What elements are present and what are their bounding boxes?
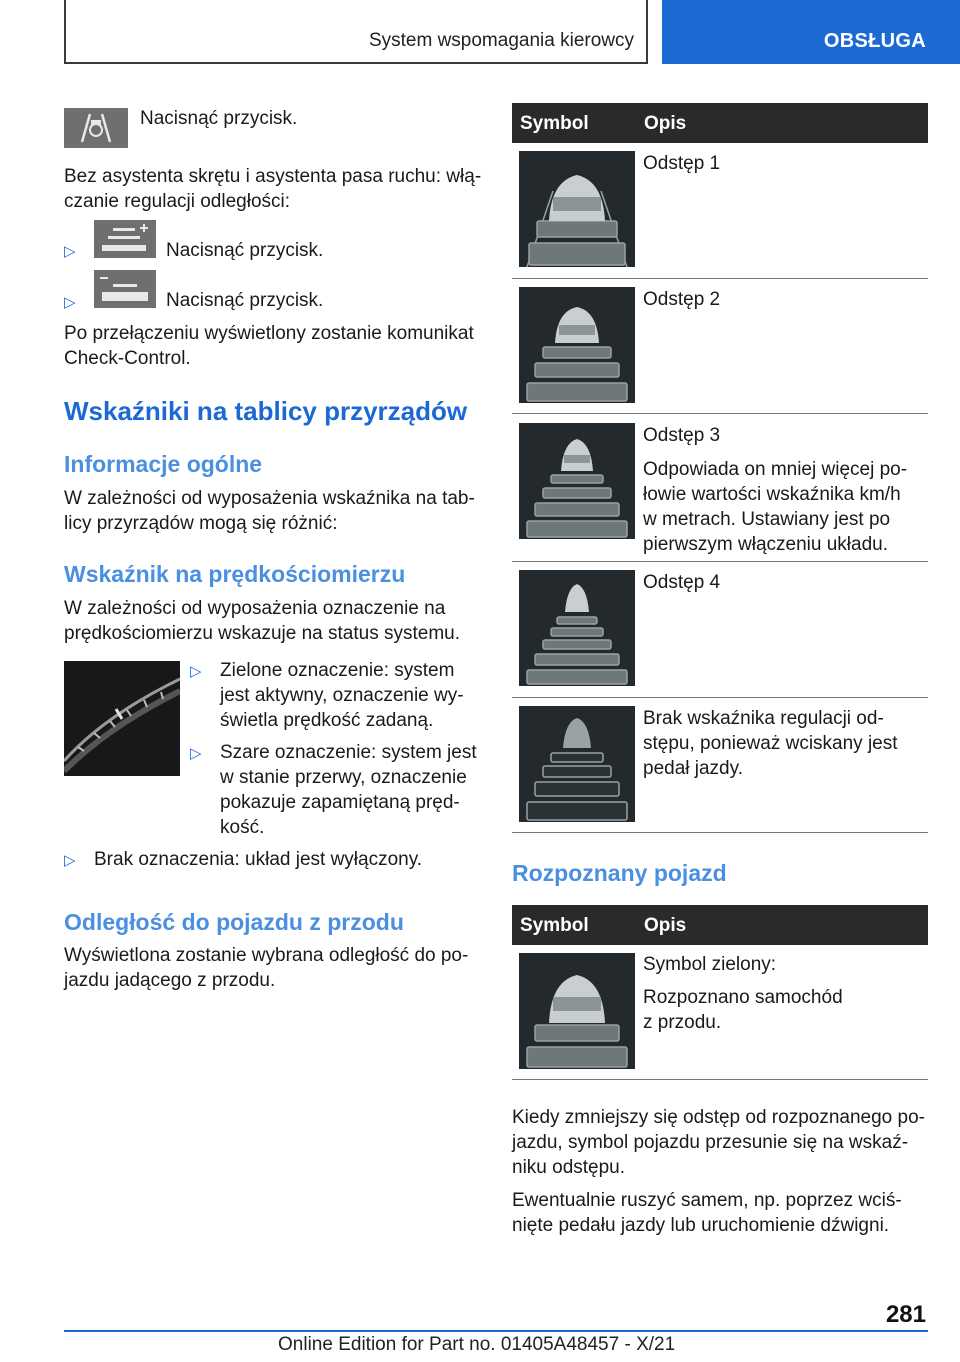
no-mark-text: Brak oznaczenia: układ jest wyłączony. bbox=[94, 849, 423, 870]
general-text-line-1: W zależności od wyposażenia wskaźnika na tab‐ bbox=[64, 488, 475, 509]
general-text-line-2: licy przyrządów mogą się różnić: bbox=[64, 513, 338, 534]
table2-col-symbol: Symbol bbox=[520, 915, 589, 936]
distance-4-label: Odstęp 4 bbox=[643, 572, 721, 593]
heading-indicators: Wskaźniki na tablicy przyrządów bbox=[64, 396, 468, 426]
right-p1-line-3: niku odstępu. bbox=[512, 1157, 626, 1178]
green-mark-line-3: świetla prędkość zadaną. bbox=[220, 710, 434, 731]
distance-text-line-1: Wyświetlona zostanie wybrana odległość do po‐ bbox=[64, 945, 469, 966]
distance-3-label: Odstęp 3 bbox=[643, 425, 721, 446]
distance-decrease-button-icon bbox=[94, 270, 156, 308]
edition-text: Online Edition for Part no. 01405A48457 - X/21 bbox=[278, 1334, 676, 1355]
detected-line-1: Symbol zielony: bbox=[643, 954, 777, 975]
table1-col-desc: Opis bbox=[644, 113, 687, 134]
speedo-text-line-2: prędkościomierzu wskazuje na status systemu. bbox=[64, 623, 460, 644]
header-box bbox=[64, 0, 648, 64]
no-indicator-desc bbox=[643, 706, 923, 781]
row-divider bbox=[512, 278, 928, 279]
distance-2-symbol-image bbox=[519, 287, 635, 403]
chapter-title: System wspomagania kierowcy bbox=[368, 30, 634, 51]
speedo-text-line-1: W zależności od wyposażenia oznaczenie na bbox=[64, 598, 446, 619]
distance-3-symbol-image bbox=[519, 423, 635, 539]
table1-header bbox=[512, 103, 928, 143]
right-p1-line-2: jazdu, symbol pojazdu przesunie się na wskaź‐ bbox=[512, 1132, 909, 1153]
bullet-triangle-icon: ▷ bbox=[64, 852, 76, 869]
section-tab bbox=[662, 0, 960, 64]
distance-4-symbol-image bbox=[519, 570, 635, 686]
press-button-text-2: Nacisnąć przycisk. bbox=[166, 240, 324, 261]
distance-2-desc bbox=[643, 287, 923, 320]
bullet-triangle-icon: ▷ bbox=[190, 663, 202, 680]
speedometer-image bbox=[64, 661, 180, 776]
green-mark-line-2: jest aktywny, oznaczenie wy‐ bbox=[220, 685, 464, 706]
heading-detected-vehicle: Rozpoznany pojazd bbox=[512, 860, 727, 886]
distance-increase-button-icon bbox=[94, 220, 156, 258]
distance-2-label: Odstęp 2 bbox=[643, 289, 721, 310]
no-indicator-line-3: pedał jazdy. bbox=[643, 758, 743, 779]
distance-1-desc bbox=[643, 151, 923, 184]
grey-mark-line-1: Szare oznaczenie: system jest bbox=[220, 742, 477, 763]
no-indicator-line-1: Brak wskaźnika regulacji od‐ bbox=[643, 708, 884, 729]
bullet-triangle-icon: ▷ bbox=[64, 294, 76, 311]
bullet-triangle-icon: ▷ bbox=[64, 243, 76, 260]
section-label: OBSŁUGA bbox=[823, 30, 926, 52]
grey-mark-line-4: kość. bbox=[220, 817, 265, 838]
detected-line-2a: Rozpoznano samochód bbox=[643, 987, 843, 1008]
after-switch-line-1: Po przełączeniu wyświetlony zostanie komunikat bbox=[64, 323, 474, 344]
no-distance-indicator-image bbox=[519, 706, 635, 822]
intro-line-1: Bez asystenta skrętu i asystenta pasa ruchu: włą‐ bbox=[64, 166, 482, 187]
distance-3-note-line-1: Odpowiada on mniej więcej po‐ bbox=[643, 459, 908, 480]
footer-rule bbox=[64, 1330, 928, 1332]
distance-3-note-line-4: pierwszym włączeniu układu. bbox=[643, 534, 888, 555]
bullet-triangle-icon: ▷ bbox=[190, 745, 202, 762]
row-divider bbox=[512, 832, 928, 833]
row-divider bbox=[512, 1079, 928, 1080]
row-divider bbox=[512, 413, 928, 414]
row-divider bbox=[512, 561, 928, 562]
distance-4-desc bbox=[643, 570, 923, 603]
row-divider bbox=[512, 697, 928, 698]
right-p2-line-2: nięte pedału jazdy lub uruchomienie dźwigni. bbox=[512, 1215, 890, 1236]
right-p1-line-1: Kiedy zmniejszy się odstęp od rozpoznanego po‐ bbox=[512, 1107, 925, 1128]
press-button-text-3: Nacisnąć przycisk. bbox=[166, 290, 324, 311]
table2-header bbox=[512, 905, 928, 945]
heading-distance: Odległość do pojazdu z przodu bbox=[64, 909, 404, 935]
grey-mark-line-2: w stanie przerwy, oznaczenie bbox=[220, 767, 467, 788]
heading-speedometer: Wskaźnik na prędkościomierzu bbox=[64, 561, 406, 587]
heading-general: Informacje ogólne bbox=[64, 451, 263, 477]
table2-col-desc: Opis bbox=[644, 915, 687, 936]
driver-assist-button-icon bbox=[64, 108, 128, 148]
distance-3-desc bbox=[643, 423, 923, 456]
no-indicator-line-2: stępu, ponieważ wciskany jest bbox=[643, 733, 898, 754]
page-number: 281 bbox=[885, 1301, 926, 1328]
distance-3-note-line-3: w metrach. Ustawiany jest po bbox=[643, 509, 891, 530]
distance-1-label: Odstęp 1 bbox=[643, 153, 721, 174]
grey-mark-line-3: pokazuje zapamiętaną pręd‐ bbox=[220, 792, 460, 813]
distance-3-note-line-2: łowie wartości wskaźnika km/h bbox=[643, 484, 901, 505]
table1-col-symbol: Symbol bbox=[520, 113, 589, 134]
detected-vehicle-symbol-image bbox=[519, 953, 635, 1069]
distance-1-symbol-image bbox=[519, 151, 635, 267]
green-mark-line-1: Zielone oznaczenie: system bbox=[220, 660, 455, 681]
detected-line-2b: z przodu. bbox=[643, 1012, 722, 1033]
press-button-text-1: Nacisnąć przycisk. bbox=[140, 108, 298, 129]
distance-text-line-2: jazdu jadącego z przodu. bbox=[64, 970, 276, 991]
intro-line-2: czanie regulacji odległości: bbox=[64, 191, 291, 212]
detected-vehicle-desc bbox=[643, 952, 923, 985]
after-switch-line-2: Check-Control. bbox=[64, 348, 191, 369]
right-p2-line-1: Ewentualnie ruszyć samem, np. poprzez wciś‐ bbox=[512, 1190, 902, 1211]
